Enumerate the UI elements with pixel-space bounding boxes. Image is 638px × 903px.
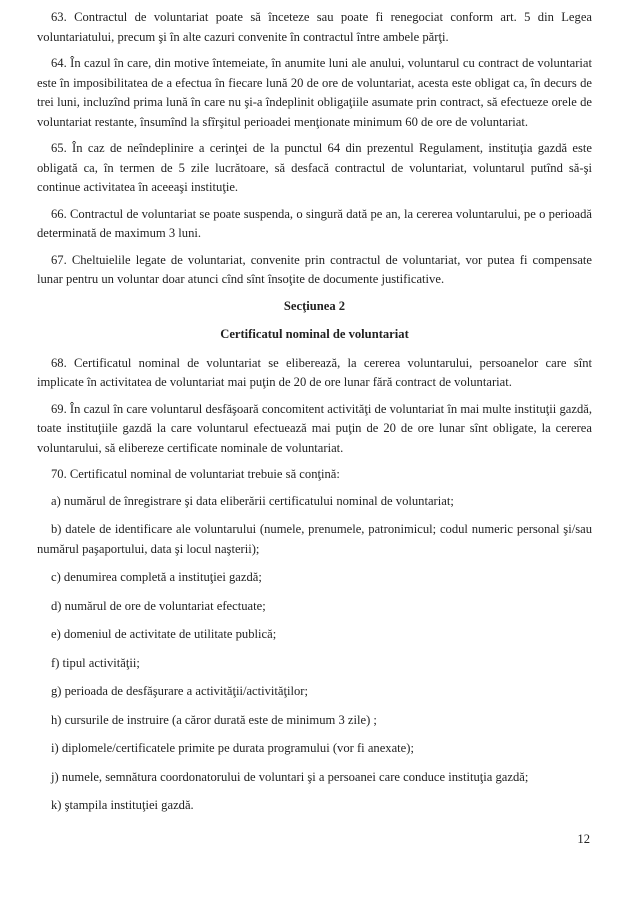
section-subtitle: Certificatul nominal de voluntariat	[220, 327, 409, 341]
list-item-b: b) datele de identificare ale voluntarului (numele, prenumele, patronimicul; codul numeric personal şi/sau numărul paşaportului, data şi locul naşterii);	[37, 522, 592, 556]
paragraph-69: 69. În cazul în care voluntarul desfăşoară concomitent activităţi de voluntariat în mai multe instituţii gazdă, toate instituţiile gazdă la care voluntarul efectuează mai puţin de 20 de ore lunar sînt obligate, la cererea voluntarului, să elibereze certificate nominale de voluntariat.	[37, 401, 592, 455]
paragraph-65: 65. În caz de neîndeplinire a cerinţei de la punctul 64 din prezentul Regulament, instituţia gazdă este obligată ca, în termen de 5 zile lucrătoare, să desfacă contractul de voluntariat, voluntarul putînd să-şi continue activitatea în aceeaşi instituţie.	[37, 141, 592, 194]
list-item-d: d) numărul de ore de voluntariat efectuate;	[51, 598, 266, 613]
list-item-i: i) diplomele/certificatele primite pe durata programului (vor fi anexate);	[51, 741, 414, 755]
list-item-e: e) domeniul de activitate de utilitate publică;	[51, 627, 277, 641]
paragraph-70: 70. Certificatul nominal de voluntariat trebuie să conţină:	[51, 467, 340, 481]
list-item-g: g) perioada de desfăşurare a activităţii/activităţilor;	[51, 684, 309, 698]
section-title: Secţiunea 2	[283, 298, 346, 313]
paragraph-64: 64. În cazul în care, din motive întemeiate, în anumite luni ale anului, voluntarul cu contract de voluntariat este în imposibilitatea de a efectua în fiecare lună 20 de ore de voluntariat, acesta este obligat ca, în decurs de trei luni, incluzînd prima lună în care nu şi-a îndeplinit obligaţiile asumate prin contract, să efectueze orele de voluntariat restante, însumînd la sfîrşitul perioadei menţionate minimum 60 de ore de voluntariat.	[37, 56, 592, 129]
paragraph-67: 67. Cheltuielile legate de voluntariat, convenite prin contractul de voluntariat, vor putea fi compensate lunar pentru un voluntar doar atunci cînd sînt însoţite de documente justificative.	[37, 252, 592, 286]
paragraph-63: 63. Contractul de voluntariat poate să înceteze sau poate fi renegociat conform art. 5 din Legea voluntariatului, precum şi în alte cazuri convenite în contractul între ambele părţi.	[37, 10, 592, 44]
list-item-c: c) denumirea completă a instituţiei gazdă;	[51, 570, 262, 584]
list-item-k: k) ştampila instituţiei gazdă.	[51, 798, 194, 812]
paragraph-66: 66. Contractul de voluntariat se poate suspenda, o singură dată pe an, la cererea voluntarului, pe o perioadă determinată de maximum 3 luni.	[37, 206, 592, 240]
list-item-f: f) tipul activităţii;	[51, 655, 140, 670]
list-item-h: h) cursurile de instruire (a căror durată este de minimum 3 zile) ;	[51, 712, 377, 727]
list-item-j: j) numele, semnătura coordonatorului de voluntari şi a persoanei care conduce instituţia gazdă;	[51, 769, 529, 784]
paragraph-68: 68. Certificatul nominal de voluntariat se eliberează, la cererea voluntarului, persoanelor care sînt implicate în activitatea de voluntariat mai puţin de 20 de ore lunar fără contract de voluntariat.	[37, 355, 592, 389]
document-page	[37, 8, 592, 825]
list-item-a: a) numărul de înregistrare şi data eliberării certificatului nominal de voluntariat;	[51, 493, 454, 508]
page-number: 12	[577, 832, 590, 846]
